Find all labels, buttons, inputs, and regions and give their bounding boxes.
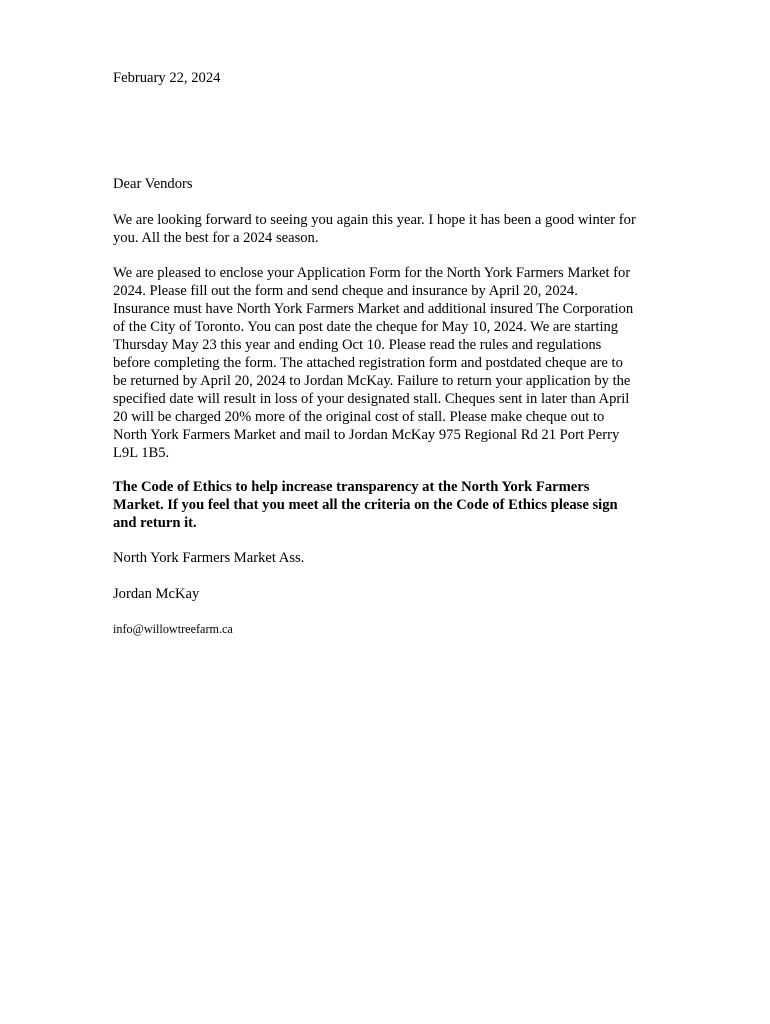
code-of-ethics-paragraph bbox=[113, 478, 661, 532]
application-line: 2024. Please fill out the form and send cheque and insurance by April 20, 2024. bbox=[113, 283, 578, 299]
code-of-ethics-line: and return it. bbox=[113, 515, 197, 531]
intro-line: you. All the best for a 2024 season. bbox=[113, 230, 319, 246]
salutation: Dear Vendors bbox=[113, 176, 193, 192]
signer-name: Jordan McKay bbox=[113, 586, 200, 602]
application-line: of the City of Toronto. You can post date the cheque for May 10, 2024. We are starting bbox=[113, 319, 619, 335]
application-line: Insurance must have North York Farmers Market and additional insured The Corporation bbox=[113, 301, 634, 317]
contact-email: info@willowtreefarm.ca bbox=[113, 622, 233, 636]
application-line: before completing the form. The attached registration form and postdated cheque are to bbox=[113, 355, 623, 371]
letter-date: February 22, 2024 bbox=[113, 70, 221, 86]
code-of-ethics-line: Market. If you feel that you meet all the criteria on the Code of Ethics please sign bbox=[113, 497, 618, 513]
organization-name: North York Farmers Market Ass. bbox=[113, 550, 305, 566]
intro-paragraph bbox=[113, 211, 661, 247]
application-line: L9L 1B5. bbox=[113, 445, 170, 461]
application-line: Thursday May 23 this year and ending Oct 10. Please read the rules and regulations bbox=[113, 337, 602, 353]
intro-line: We are looking forward to seeing you again this year. I hope it has been a good winter for bbox=[113, 212, 636, 228]
application-line: We are pleased to enclose your Application Form for the North York Farmers Market for bbox=[113, 265, 631, 281]
application-line: specified date will result in loss of your designated stall. Cheques sent in later than April bbox=[113, 391, 630, 407]
application-line: be returned by April 20, 2024 to Jordan McKay. Failure to return your application by the bbox=[113, 373, 631, 389]
application-paragraph bbox=[113, 264, 661, 462]
code-of-ethics-line: The Code of Ethics to help increase transparency at the North York Farmers bbox=[113, 479, 590, 495]
application-line: North York Farmers Market and mail to Jordan McKay 975 Regional Rd 21 Port Perry bbox=[113, 427, 620, 443]
application-line: 20 will be charged 20% more of the original cost of stall. Please make cheque out to bbox=[113, 409, 605, 425]
